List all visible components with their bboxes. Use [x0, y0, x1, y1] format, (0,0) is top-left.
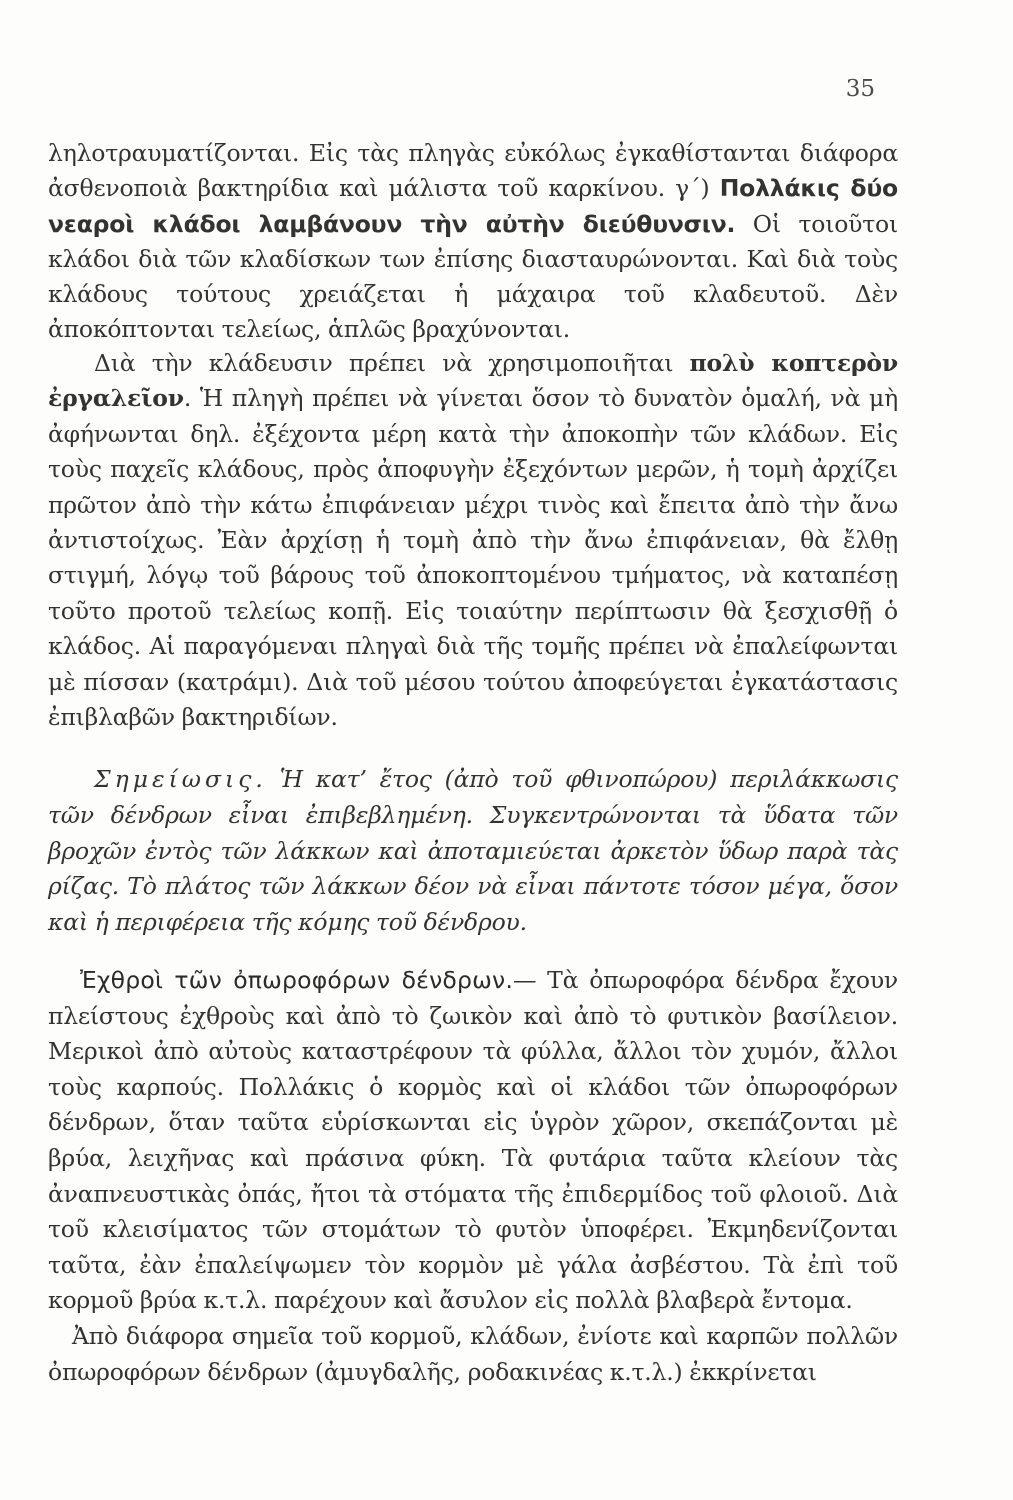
paragraph-text-end: . Ἡ πληγὴ πρέπει νὰ γίνεται ὅσον τὸ δυνατὸν ὁμαλή, νὰ μὴ ἀφήνωνται δηλ. ἐξέχοντα μέρη κατὰ τὴν ἀποκοπὴν τῶν κλάδων. Εἰς τοὺς παχεῖς κλάδους, πρὸς ἀποφυγὴν ἐξεχόντων μερῶν, ἡ τομὴ ἀρχίζει πρῶτον ἀπὸ τὴν κάτω ἐπιφάνειαν μέχρι τινὸς καὶ ἔπειτα ἀπὸ τὴν ἄνω ἀντιστοίχως. Ἐὰν ἀρχίσῃ ἡ τομὴ ἀπὸ τὴν ἄνω ἐπιφάνειαν, θὰ ἔλθῃ στιγμή, λόγῳ τοῦ βάρους τοῦ ἀποκοπτομένου τμήματος, νὰ καταπέσῃ τοῦτο προτοῦ τελείως κοπῇ. Εἰς τοιαύτην περίπτωσιν θὰ ξεσχισθῇ ὁ κλάδος. Αἱ παραγόμεναι πληγαὶ διὰ τῆς τομῆς πρέπει νὰ ἐπαλείφωνται μὲ πίσσαν (κατράμι). Διὰ τοῦ μέσου τούτου ἀποφεύγεται ἐγκατάστασις ἐπιβλαβῶν βακτηριδίων.: [48, 384, 898, 732]
section-paragraph: [48, 963, 898, 1319]
paragraph-text: [48, 136, 898, 348]
section-body-continued: Ἀπὸ διάφορα σημεῖα τοῦ κορμοῦ, κλάδων, ἐνίοτε καὶ καρπῶν πολλῶν ὀπωροφόρων δένδρων (ἀμυγδαλῆς, ροδακινέας κ.τ.λ.) ἐκκρίνεται: [48, 1321, 898, 1386]
section-dash: —: [512, 966, 537, 994]
page-number: 35: [845, 76, 875, 102]
note-block: [48, 762, 898, 941]
paragraph-text-end: Οἱ τοιοῦτοι κλάδοι διὰ τῶν κλαδίσκων των ἐπίσης διασταυρώνονται. Καὶ διὰ τοὺς κλάδους τούτους χρειάζεται ἡ μάχαιρα τοῦ κλαδευτοῦ. Δὲν ἀποκόπτονται τελείως, ἁπλῶς βραχύνονται.: [48, 209, 898, 344]
emphasis-sharp-tool: πολὺ κοπτερὸν ἐργαλεῖον: [48, 349, 898, 413]
paragraph-pruning-branches: [48, 136, 898, 348]
note-label: Σημείωσις.: [94, 765, 267, 793]
paragraph-text-start: ληλοτραυματίζονται. Εἰς τὰς πληγὰς εὐκόλως ἐγκαθίστανται διάφορα ἀσθενοποιὰ βακτηρίδια καὶ μάλιστα τοῦ καρκίνου. γ΄): [48, 139, 898, 203]
paragraph-cutting-tool: [48, 346, 898, 735]
note-text: [48, 762, 898, 941]
section-enemies-of-fruit-trees: [48, 963, 898, 1390]
paragraph-text-start: Διὰ τὴν κλάδευσιν πρέπει νὰ χρησιμοποιῆται: [94, 349, 690, 377]
emphasis-two-branches: Πολλάκις δύο νεαροὶ κλάδοι λαμβάνουν τὴν αὐτὴν διεύθυνσιν.: [48, 174, 898, 238]
paragraph-text: [48, 346, 898, 735]
section-heading: Ἐχθροὶ τῶν ὀπωροφόρων δένδρων.: [80, 966, 513, 994]
section-paragraph-continued: [48, 1319, 898, 1390]
note-body: Ἡ κατ’ ἔτος (ἀπὸ τοῦ φθινοπώρου) περιλάκκωσις τῶν δένδρων εἶναι ἐπιβεβλημένη. Συγκεντρώνονται τὰ ὕδατα τῶν βροχῶν ἐντὸς τῶν λάκκων καὶ ἀποταμιεύεται ἀρκετὸν ὕδωρ παρὰ τὰς ρίζας. Τὸ πλάτος τῶν λάκκων δέον νὰ εἶναι πάντοτε τόσον μέγα, ὅσον καὶ ἡ περιφέρεια τῆς κόμης τοῦ δένδρου.: [48, 765, 898, 937]
section-body: Τὰ ὀπωροφόρα δένδρα ἔχουν πλείστους ἐχθροὺς καὶ ἀπὸ τὸ ζωικὸν καὶ ἀπὸ τὸ φυτικὸν βασίλειον. Μερικοὶ ἀπὸ αὐτοὺς καταστρέφουν τὰ φύλλα, ἄλλοι τὸν χυμόν, ἄλλοι τοὺς καρπούς. Πολλάκις ὁ κορμὸς καὶ οἱ κλάδοι τῶν ὀπωροφόρων δένδρων, ὅταν ταῦτα εὑρίσκωνται εἰς ὑγρὸν χῶρον, σκεπάζονται μὲ βρύα, λειχῆνας καὶ πράσινα φύκη. Τὰ φυτάρια ταῦτα κλείουν τὰς ἀναπνευστικὰς ὀπάς, ἤτοι τὰ στόματα τῆς ἐπιδερμίδος τοῦ φλοιοῦ. Διὰ τοῦ κλεισίματος τῶν στομάτων τὸ φυτὸν ὑποφέρει. Ἐκμηδενίζονται ταῦτα, ἐὰν ἐπαλείψωμεν τὸν κορμὸν μὲ γάλα ἀσβέστου. Τὰ ἐπὶ τοῦ κορμοῦ βρύα κ.τ.λ. παρέχουν καὶ ἄσυλον εἰς πολλὰ βλαβερὰ ἔντομα.: [48, 966, 898, 1315]
